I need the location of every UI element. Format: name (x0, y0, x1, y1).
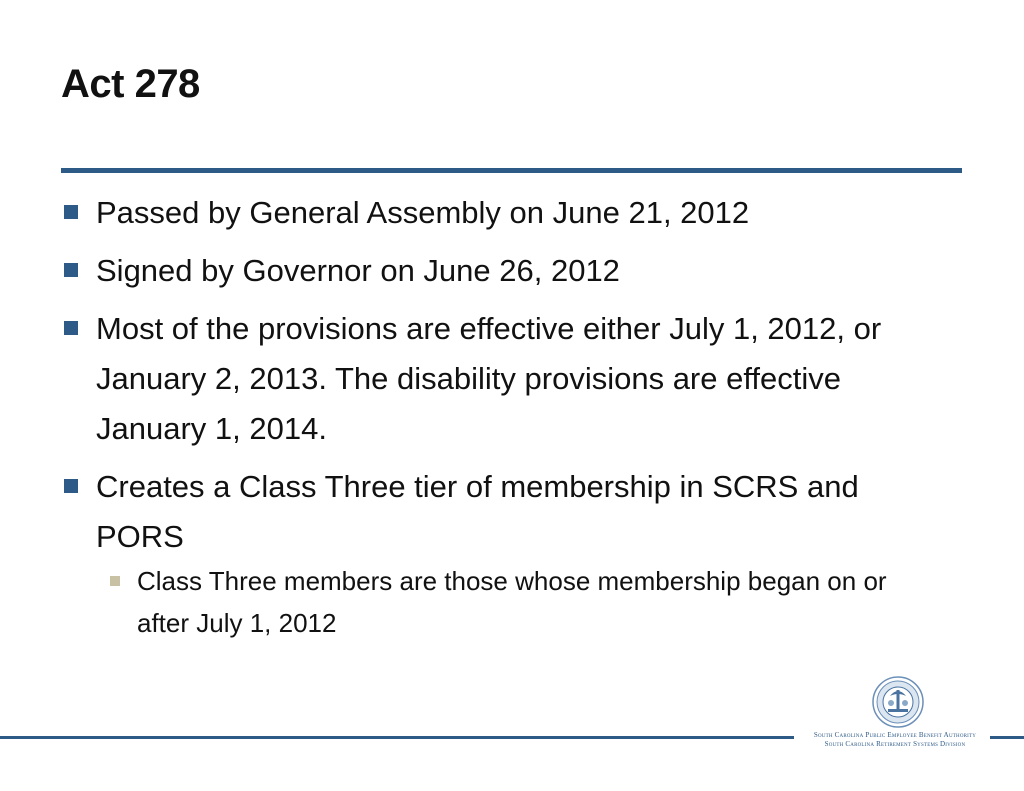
title-divider (61, 168, 962, 173)
square-bullet-icon (64, 263, 78, 277)
bullet-text: Signed by Governor on June 26, 2012 (96, 253, 620, 288)
bullet-item (64, 246, 944, 296)
footer-divider-right (990, 736, 1024, 739)
org-name: South Carolina Public Employee Benefit Authority (813, 731, 977, 739)
footer-divider (0, 736, 794, 739)
sub-bullet-list (96, 560, 944, 644)
small-square-bullet-icon (110, 576, 120, 586)
square-bullet-icon (64, 479, 78, 493)
bullet-list (64, 188, 944, 652)
bullet-text: Passed by General Assembly on June 21, 2012 (96, 195, 750, 230)
bullet-item (64, 188, 944, 238)
slide-title: Act 278 (61, 62, 200, 106)
bullet-text: Creates a Class Three tier of membership in SCRS and PORS (96, 469, 859, 554)
bullet-item (64, 304, 944, 454)
org-division: South Carolina Retirement Systems Division (824, 740, 966, 748)
state-seal-icon (872, 676, 924, 728)
square-bullet-icon (64, 205, 78, 219)
sub-bullet-item (96, 560, 944, 644)
square-bullet-icon (64, 321, 78, 335)
bullet-item (64, 462, 944, 644)
sub-bullet-text: Class Three members are those whose membership began on or after July 1, 2012 (137, 566, 887, 638)
bullet-text: Most of the provisions are effective either July 1, 2012, or January 2, 2013. The disability provisions are effective January 1, 2014. (96, 311, 882, 446)
